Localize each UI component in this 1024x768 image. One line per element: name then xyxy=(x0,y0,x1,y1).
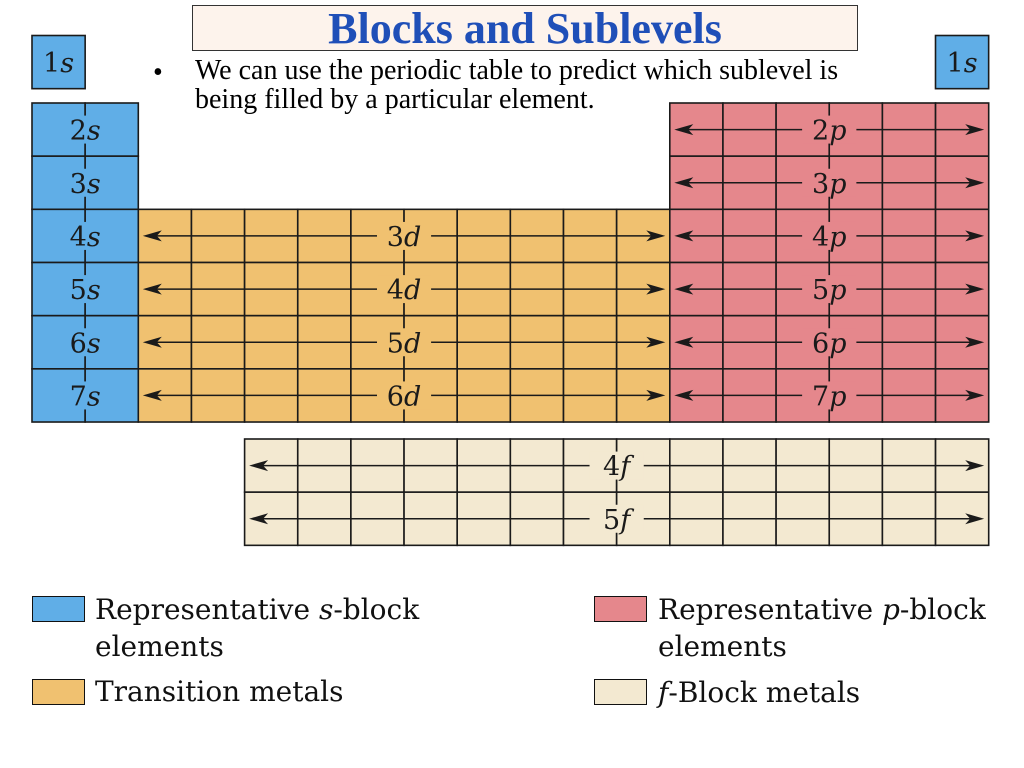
legend-line-1: Transition metals xyxy=(95,675,344,708)
legend-line-2: elements xyxy=(658,630,787,663)
sublevel-number: 6 xyxy=(812,328,830,360)
sublevel-letter: s xyxy=(86,168,101,200)
sublevel-letter: f xyxy=(620,451,631,483)
sublevel-number: 1 xyxy=(946,48,964,80)
legend-text-suffix: -block xyxy=(333,593,420,626)
sublevel-label-1s xyxy=(43,48,74,79)
sublevel-row-3s xyxy=(67,169,103,200)
sublevel-row-6s xyxy=(67,328,103,359)
sublevel-letter: p xyxy=(829,221,847,253)
sublevel-letter: p xyxy=(829,328,847,360)
sublevel-number: 5 xyxy=(386,328,404,360)
legend-text-italic: s xyxy=(318,593,334,626)
s-block-top-left xyxy=(32,36,85,89)
sublevel-label-1s xyxy=(947,48,978,79)
sublevel-letter: f xyxy=(620,504,631,536)
sublevel-letter: p xyxy=(829,381,847,413)
sublevel-letter: s xyxy=(86,381,101,413)
legend-label-d-block xyxy=(95,673,344,710)
legend-text-prefix: Representative xyxy=(95,593,319,626)
sublevel-letter: s xyxy=(86,275,101,307)
sublevel-label-6s xyxy=(70,328,101,359)
sublevel-label-7s xyxy=(70,381,101,412)
sublevel-number: 5 xyxy=(69,275,87,307)
sublevel-label-6d xyxy=(387,381,421,412)
legend-line-1 xyxy=(95,591,419,628)
sublevel-letter: d xyxy=(403,381,422,413)
s-block-cells xyxy=(32,103,138,422)
p-block-cells xyxy=(670,103,989,422)
sublevel-letter: d xyxy=(403,328,422,360)
sublevel-label-3d xyxy=(387,222,421,253)
sublevel-row-5s xyxy=(67,275,103,306)
sublevel-label-5d xyxy=(387,328,421,359)
sublevel-label-6p xyxy=(812,328,846,359)
sublevel-letter: d xyxy=(403,275,422,307)
sublevel-row-7s xyxy=(67,381,103,412)
sublevel-number: 2 xyxy=(812,115,830,147)
sublevel-letter: p xyxy=(829,168,847,200)
sublevel-label-2p xyxy=(812,116,846,147)
sublevel-letter: s xyxy=(963,48,978,80)
legend-label-p-block xyxy=(658,591,986,665)
sublevel-label-5p xyxy=(812,275,846,306)
sublevel-row-4s xyxy=(67,222,103,253)
sublevel-label-3p xyxy=(812,169,846,200)
sublevel-number: 4 xyxy=(812,221,830,253)
sublevel-label-4d xyxy=(387,275,421,306)
sublevel-letter: s xyxy=(86,221,101,253)
legend-swatch-d-block xyxy=(32,679,85,705)
sublevel-label-2s xyxy=(70,116,101,147)
legend-label-f-block xyxy=(658,674,860,711)
legend-label-s-block xyxy=(95,591,419,665)
legend-text-suffix: -block xyxy=(899,593,986,626)
legend-text-italic: p xyxy=(881,593,900,626)
legend-text-italic: f xyxy=(658,676,669,709)
sublevel-label-4p xyxy=(812,222,846,253)
sublevel-label-7p xyxy=(812,381,846,412)
sublevel-letter: d xyxy=(403,221,422,253)
p-block xyxy=(670,103,989,422)
sublevel-number: 4 xyxy=(69,221,87,253)
sublevel-label-4f xyxy=(603,452,634,483)
legend-swatch-p-block xyxy=(594,596,647,622)
sublevel-number: 7 xyxy=(69,381,87,413)
bullet-marker: • xyxy=(153,57,163,88)
legend-text-suffix: -Block metals xyxy=(668,676,861,709)
legend-line-2: elements xyxy=(95,630,224,663)
sublevel-letter: s xyxy=(60,48,75,80)
sublevel-number: 4 xyxy=(386,275,404,307)
f-block xyxy=(245,439,989,545)
sublevel-row-1s xyxy=(43,48,74,79)
sublevel-number: 1 xyxy=(43,48,61,80)
sublevel-row-2s xyxy=(67,116,103,147)
legend-line-1 xyxy=(658,674,860,711)
legend-line-1 xyxy=(658,591,986,628)
sublevel-letter: p xyxy=(829,115,847,147)
sublevel-number: 2 xyxy=(69,115,87,147)
sublevel-letter: p xyxy=(829,275,847,307)
page-title: Blocks and Sublevels xyxy=(328,4,722,53)
sublevel-number: 3 xyxy=(386,221,404,253)
sublevel-letter: s xyxy=(86,115,101,147)
d-block xyxy=(138,209,670,422)
sublevel-number: 5 xyxy=(603,504,621,536)
sublevel-number: 5 xyxy=(812,275,830,307)
sublevel-label-5s xyxy=(70,275,101,306)
sublevel-label-4s xyxy=(70,222,101,253)
sublevel-letter: s xyxy=(86,328,101,360)
legend-text-prefix: Representative xyxy=(658,593,882,626)
sublevel-number: 4 xyxy=(603,451,621,483)
sublevel-label-5f xyxy=(603,505,634,536)
sublevel-label-3s xyxy=(70,169,101,200)
sublevel-number: 3 xyxy=(812,168,830,200)
legend-swatch-f-block xyxy=(594,679,647,705)
sublevel-row-1s xyxy=(947,48,978,79)
s-block xyxy=(32,103,138,422)
sublevel-number: 6 xyxy=(386,381,404,413)
sublevel-number: 6 xyxy=(69,328,87,360)
sublevel-number: 7 xyxy=(812,381,830,413)
legend-swatch-s-block xyxy=(32,596,85,622)
sublevel-number: 3 xyxy=(69,168,87,200)
bullet-text: We can use the periodic table to predict which sublevel is being filled by a particular element. xyxy=(195,55,839,115)
s-block-top-right xyxy=(936,36,989,89)
